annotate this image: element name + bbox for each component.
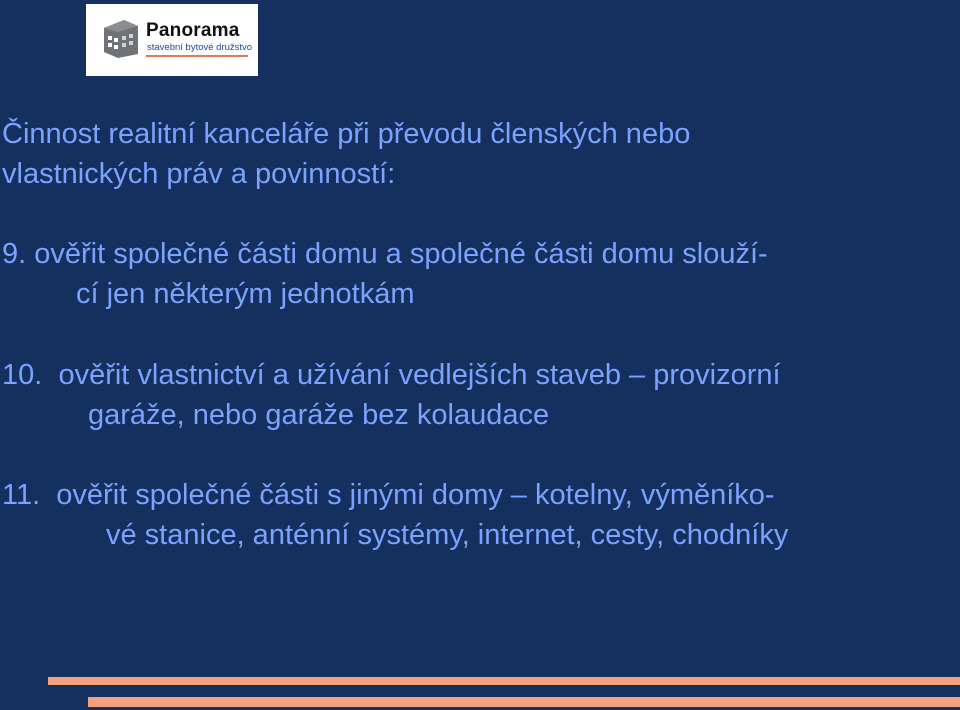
list-item-text: ověřit společné části domu a společné části domu slouží- (34, 238, 768, 270)
accent-bar-top (48, 677, 960, 685)
building-icon (102, 18, 140, 58)
list-item-line-1 (2, 355, 781, 395)
accent-bar-bottom (88, 697, 960, 707)
list-item-10 (2, 355, 781, 435)
list-item-line-2: garáže, nebo garáže bez kolaudace (88, 399, 550, 431)
logo-underline (146, 55, 248, 57)
logo-subtitle: stavební bytové družstvo (147, 42, 253, 53)
list-item-line-2: vé stanice, anténní systémy, internet, cesty, chodníky (106, 519, 789, 551)
list-item-line-2: cí jen některým jednotkám (76, 278, 415, 310)
list-item-text: ověřit společné části s jinými domy – kotelny, výměníko- (56, 479, 775, 511)
logo-name: Panorama (146, 20, 240, 41)
list-item-text: ověřit vlastnictví a užívání vedlejších staveb – provizorní (58, 359, 781, 391)
list-item-11 (2, 475, 788, 555)
list-item-line-1 (2, 234, 768, 274)
list-item-number: 9. (2, 238, 27, 270)
slide-heading (2, 114, 690, 194)
heading-line-1: Činnost realitní kanceláře při převodu členských nebo (2, 118, 691, 150)
logo (86, 4, 258, 76)
list-item-9 (2, 234, 768, 314)
heading-line-2: vlastnických práv a povinností: (2, 158, 396, 190)
list-item-line-1 (2, 475, 788, 515)
list-item-number: 10. (2, 359, 43, 391)
list-item-number: 11. (2, 479, 41, 511)
